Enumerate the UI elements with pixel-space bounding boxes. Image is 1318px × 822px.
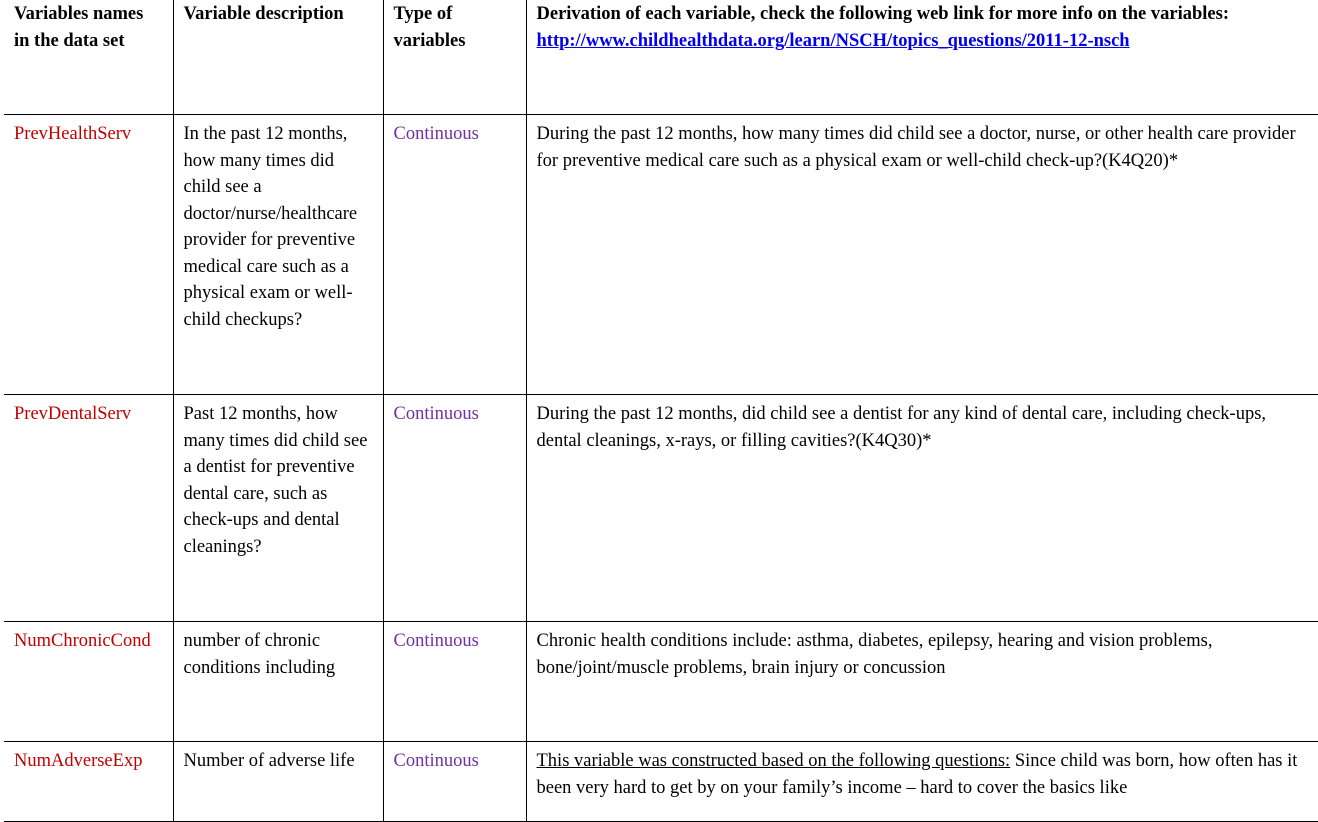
variable-description: Number of adverse life (173, 742, 383, 822)
variable-derivation (526, 742, 1318, 822)
table-row (4, 742, 1318, 822)
variable-name: NumChronicCond (4, 622, 173, 742)
table-row (4, 622, 1318, 742)
nsch-web-link[interactable]: http://www.childhealthdata.org/learn/NSCH/topics_questions/2011-12-nsch (536, 30, 1130, 51)
header-row (4, 0, 1318, 115)
header-derivation (526, 0, 1318, 115)
header-derivation-text: Derivation of each variable, check the following web link for more info on the variables: (536, 4, 1229, 24)
header-variable-description: Variable description (173, 0, 383, 115)
table-row (4, 115, 1318, 395)
derivation-text: Since child was born, how often has it been very hard to get by on your family’s income – hard to cover the basics like (536, 751, 1298, 798)
header-variable-type: Type of variables (383, 0, 526, 115)
header-variable-names: Variables names in the data set (4, 0, 173, 115)
derivation-underlined-text: This variable was constructed based on the following questions: (536, 751, 1011, 771)
variable-type: Continuous (383, 395, 526, 622)
variables-table (4, 0, 1318, 822)
variable-name: PrevHealthServ (4, 115, 173, 395)
variable-derivation: Chronic health conditions include: asthma, diabetes, epilepsy, hearing and vision problems, bone/joint/muscle problems, brain injury or concussion (526, 622, 1318, 742)
variable-derivation: During the past 12 months, how many times did child see a doctor, nurse, or other health care provider for preventive medical care such as a physical exam or well-child check-up?(K4Q20)* (526, 115, 1318, 395)
variable-name: PrevDentalServ (4, 395, 173, 622)
variable-type: Continuous (383, 742, 526, 822)
variable-name: NumAdverseExp (4, 742, 173, 822)
variable-derivation: During the past 12 months, did child see a dentist for any kind of dental care, including check-ups, dental cleanings, x-rays, or filling cavities?(K4Q30)* (526, 395, 1318, 622)
variable-description: Past 12 months, how many times did child see a dentist for preventive dental care, such as check-ups and dental cleanings? (173, 395, 383, 622)
variable-type: Continuous (383, 622, 526, 742)
table-row (4, 395, 1318, 622)
variable-description: number of chronic conditions including (173, 622, 383, 742)
variable-description: In the past 12 months, how many times did child see a doctor/nurse/healthcare provider for preventive medical care such as a physical exam or well-child checkups? (173, 115, 383, 395)
variable-type: Continuous (383, 115, 526, 395)
